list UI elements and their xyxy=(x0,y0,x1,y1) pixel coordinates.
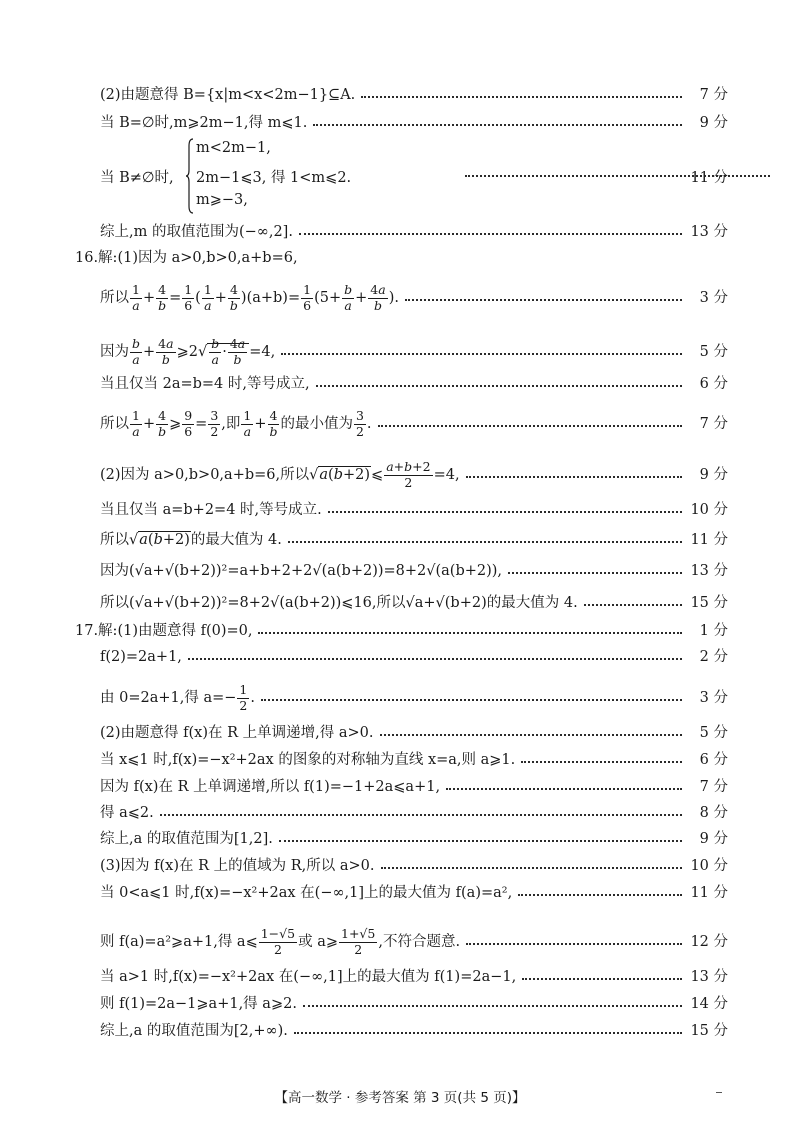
answer-line xyxy=(100,113,728,133)
score-label: 7 分 xyxy=(699,87,728,103)
formula-text: 所以(√a+√(b+2))²=8+2√(a(b+2))⩽16,所以√a+√(b+2)的最大值为 4. xyxy=(100,595,578,611)
score-label: 15 分 xyxy=(690,595,728,611)
answer-text: 综上,a 的取值范围为[1,2]. xyxy=(100,831,273,847)
formula-text: 所以√a(b+2)的最大值为 4. xyxy=(100,532,282,548)
score-label: 1 分 xyxy=(699,623,728,639)
page-footer: 【高一数学 · 参考答案 第 3 页(共 5 页)】 xyxy=(274,1090,526,1106)
answer-line xyxy=(100,500,728,520)
answer-line xyxy=(100,222,728,242)
score-label: 13 分 xyxy=(690,224,728,240)
score-label: 7 分 xyxy=(699,779,728,795)
formula-line xyxy=(100,593,728,613)
dot-leader xyxy=(446,788,682,790)
dot-leader xyxy=(299,233,682,235)
dot-leader xyxy=(313,124,682,126)
dot-leader xyxy=(508,572,682,574)
score-label: 9 分 xyxy=(699,115,728,131)
answer-line xyxy=(100,856,728,876)
dot-leader xyxy=(188,658,682,660)
answer-line xyxy=(100,994,728,1014)
formula-line xyxy=(100,338,728,366)
answer-line xyxy=(100,85,728,105)
corner-mark xyxy=(716,1092,722,1093)
formula-line xyxy=(100,684,728,712)
formula-text: 所以 $\frac{1}{a}$ + $\frac{4}{b}$ ⩾ $\frac{9}{6}$ = $\frac{3}{2}$ ,即 $\frac{1}{a}$ + $\frac{4}{b}$ 的最小值为 $\frac{3}{2}$ . xyxy=(100,408,372,439)
dot-leader xyxy=(281,353,682,355)
answer-text: 当 x⩽1 时,f(x)=−x²+2ax 的图象的对称轴为直线 x=a,则 a⩾1. xyxy=(100,752,516,768)
formula-text: 则 f(a)=a²⩾a+1,得 a⩽ $\frac{1-√5}{2}$ 或 a⩾ $\frac{1+√5}{2}$ ,不符合题意. xyxy=(100,926,461,957)
formula-line xyxy=(100,410,728,438)
answer-text: 17.解:(1)由题意得 f(0)=0, xyxy=(75,623,253,639)
answer-line xyxy=(100,750,728,770)
formula-line xyxy=(100,561,728,581)
answer-text: 当 a>1 时,f(x)=−x²+2ax 在(−∞,1]上的最大值为 f(1)=2a−1, xyxy=(100,969,517,985)
score-label: 6 分 xyxy=(699,752,728,768)
answer-line xyxy=(100,803,728,823)
dot-leader xyxy=(288,541,682,543)
answer-text: 则 f(1)=2a−1⩾a+1,得 a⩾2. xyxy=(100,996,297,1012)
answer-text: (3)因为 f(x)在 R 上的值域为 R,所以 a>0. xyxy=(100,858,375,874)
formula-text: 因为 $\frac{b}{a}$ + $\frac{4a}{b}$ ⩾2√ $\frac{b}{a}$ · $\frac{4a}{b}$ =4, xyxy=(100,336,276,367)
answer-text: 当且仅当 2a=b=4 时,等号成立, xyxy=(100,376,310,392)
system-row: 2m−1⩽3, 得 1<m⩽2. xyxy=(196,170,352,186)
formula-line xyxy=(100,284,728,312)
score-label: 6 分 xyxy=(699,376,728,392)
score-label: 10 分 xyxy=(690,502,728,518)
score-label: 3 分 xyxy=(699,290,728,306)
dot-leader xyxy=(378,425,682,427)
score-label: 9 分 xyxy=(699,467,728,483)
answer-text: 得 a⩽2. xyxy=(100,805,154,821)
score-label: 5 分 xyxy=(699,344,728,360)
answer-text: (2)由题意得 B={x|m<x<2m−1}⊆A. xyxy=(100,87,356,103)
answer-text: f(2)=2a+1, xyxy=(100,649,182,665)
dot-leader xyxy=(521,761,682,763)
answer-line xyxy=(100,829,728,849)
formula-text: 由 0=2a+1,得 a=− $\frac{1}{2}$ . xyxy=(100,682,255,713)
answer-line xyxy=(100,967,728,987)
answer-text: 当且仅当 a=b+2=4 时,等号成立. xyxy=(100,502,322,518)
formula-line xyxy=(100,530,728,550)
formula-text: (2)因为 a>0,b>0,a+b=6,所以√a(b+2)⩽ $\frac{a+b+2}{2}$ =4, xyxy=(100,459,460,490)
dot-leader xyxy=(303,1005,682,1007)
answer-line xyxy=(100,647,728,667)
answer-line xyxy=(100,1021,728,1041)
answer-text: 当 B=∅时,m⩾2m−1,得 m⩽1. xyxy=(100,115,308,131)
score-label: 14 分 xyxy=(690,996,728,1012)
dot-leader xyxy=(361,96,682,98)
score-label: 2 分 xyxy=(699,649,728,665)
dot-leader xyxy=(380,734,683,736)
score-label: 10 分 xyxy=(690,858,728,874)
system-row: m⩾−3, xyxy=(196,192,248,208)
dot-leader xyxy=(466,476,682,478)
score-label: 3 分 xyxy=(699,690,728,706)
formula-text: 因为(√a+√(b+2))²=a+b+2+2√(a(b+2))=8+2√(a(b+2)), xyxy=(100,563,503,579)
question-heading xyxy=(75,248,728,268)
answer-line xyxy=(100,374,728,394)
score-label: 9 分 xyxy=(699,831,728,847)
left-brace-icon xyxy=(186,138,194,214)
question-heading xyxy=(75,621,728,641)
system-row: m<2m−1, xyxy=(196,140,271,156)
inequality-system xyxy=(100,138,728,214)
score-label: 11 分 xyxy=(690,885,728,901)
dot-leader xyxy=(294,1032,682,1034)
formula-text: 所以 $\frac{1}{a}$ + $\frac{4}{b}$ = $\frac{1}{6}$ ( $\frac{1}{a}$ + $\frac{4}{b}$ )(a+b)= $\frac{1}{6}$ (5+ $\frac{b}{a}$ + $\frac{4a}{b}$ ). xyxy=(100,282,399,313)
dot-leader xyxy=(316,385,682,387)
answer-text: 因为 f(x)在 R 上单调递增,所以 f(1)=−1+2a⩽a+1, xyxy=(100,779,441,795)
score-label: 5 分 xyxy=(699,725,728,741)
dot-leader xyxy=(522,978,682,980)
score-label: 11 分 xyxy=(690,532,728,548)
answer-line xyxy=(100,777,728,797)
formula-line xyxy=(100,461,728,489)
dot-leader xyxy=(405,299,682,301)
dot-leader xyxy=(328,511,682,513)
dot-leader xyxy=(381,867,682,869)
answer-text: 16.解:(1)因为 a>0,b>0,a+b=6, xyxy=(75,250,298,266)
score-label: 13 分 xyxy=(690,969,728,985)
score-label: 12 分 xyxy=(690,934,728,950)
system-lead-text: 当 B≠∅时, xyxy=(100,170,174,186)
score-label: 13 分 xyxy=(690,563,728,579)
formula-line xyxy=(100,928,728,956)
dot-leader xyxy=(279,840,682,842)
dot-leader xyxy=(258,632,682,634)
dot-leader xyxy=(261,699,682,701)
dot-leader xyxy=(518,894,682,896)
answer-line xyxy=(100,883,728,903)
score-label: 8 分 xyxy=(699,805,728,821)
answer-line xyxy=(100,723,728,743)
score-label: 7 分 xyxy=(699,416,728,432)
score-label: 15 分 xyxy=(690,1023,728,1039)
dot-leader xyxy=(584,604,682,606)
answer-text: (2)由题意得 f(x)在 R 上单调递增,得 a>0. xyxy=(100,725,374,741)
answer-text: 综上,m 的取值范围为(−∞,2]. xyxy=(100,224,293,240)
dot-leader xyxy=(160,814,682,816)
answer-text: 当 0<a⩽1 时,f(x)=−x²+2ax 在(−∞,1]上的最大值为 f(a)=a², xyxy=(100,885,513,901)
dot-leader xyxy=(466,943,682,945)
score-label: 11 分 xyxy=(690,170,728,186)
answer-text: 综上,a 的取值范围为[2,+∞). xyxy=(100,1023,288,1039)
